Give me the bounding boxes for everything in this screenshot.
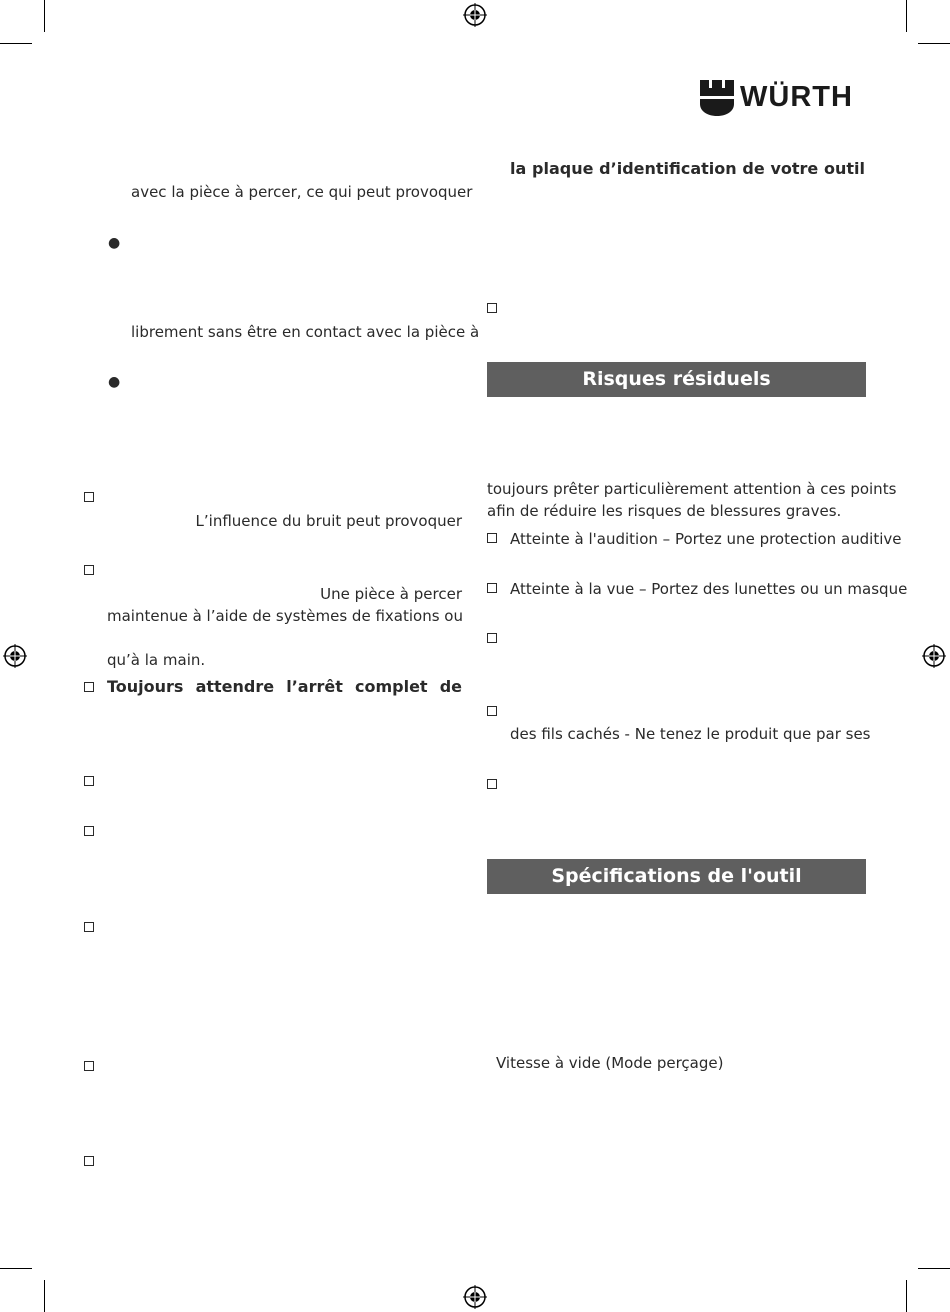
checkbox-icon [487, 583, 497, 593]
left-text-line: qu’à la main. [107, 651, 206, 669]
crop-mark [44, 0, 45, 32]
checkbox-icon [84, 1156, 94, 1166]
right-text-line: toujours prêter particulièrement attention à ces points [487, 480, 897, 498]
checkbox-icon [487, 633, 497, 643]
right-bold-line: la plaque d’identification de votre outil [510, 159, 865, 178]
crop-mark [0, 43, 32, 44]
right-text-line: afin de réduire les risques de blessures graves. [487, 502, 842, 520]
checkbox-icon [84, 682, 94, 692]
checkbox-icon [487, 706, 497, 716]
left-text-line: avec la pièce à percer, ce qui peut provoquer [131, 183, 473, 201]
section-heading-tool-specs: Spécifications de l'outil [487, 859, 866, 894]
registration-mark-icon [3, 644, 27, 668]
checkbox-icon [487, 779, 497, 789]
checkbox-icon [487, 533, 497, 543]
left-bold-line: Toujours attendre l’arrêt complet de [107, 677, 462, 696]
crop-mark [44, 1280, 45, 1312]
checkbox-icon [84, 492, 94, 502]
left-text-line: Une pièce à percer [320, 585, 462, 603]
checkbox-icon [84, 1061, 94, 1071]
brand-logo-text: WÜRTH [740, 81, 853, 113]
bullet-icon: ● [108, 235, 121, 251]
left-text-line: maintenue à l’aide de systèmes de fixations ou [107, 607, 463, 625]
checkbox-icon [84, 826, 94, 836]
crop-mark [906, 0, 907, 32]
right-text-line: des fils cachés - Ne tenez le produit que par ses [510, 725, 871, 743]
crop-mark [918, 43, 950, 44]
checkbox-icon [84, 776, 94, 786]
registration-mark-icon [463, 3, 487, 27]
list-item-hearing: Atteinte à l'audition – Portez une protection auditive [510, 530, 902, 548]
checkbox-icon [487, 303, 497, 313]
bullet-icon: ● [108, 374, 121, 390]
list-item-vision: Atteinte à la vue – Portez des lunettes ou un masque [510, 580, 908, 598]
spec-row-label: Vitesse à vide (Mode perçage) [496, 1054, 724, 1072]
section-heading-residual-risks: Risques résiduels [487, 362, 866, 397]
registration-mark-icon [463, 1285, 487, 1309]
checkbox-icon [84, 922, 94, 932]
crop-mark [0, 1268, 32, 1269]
registration-mark-icon [922, 644, 946, 668]
crop-mark [906, 1280, 907, 1312]
crop-mark [918, 1268, 950, 1269]
left-text-line: L’influence du bruit peut provoquer [195, 512, 462, 530]
left-text-line: librement sans être en contact avec la pièce à [131, 323, 480, 341]
wurth-logo-icon [700, 80, 734, 116]
checkbox-icon [84, 565, 94, 575]
